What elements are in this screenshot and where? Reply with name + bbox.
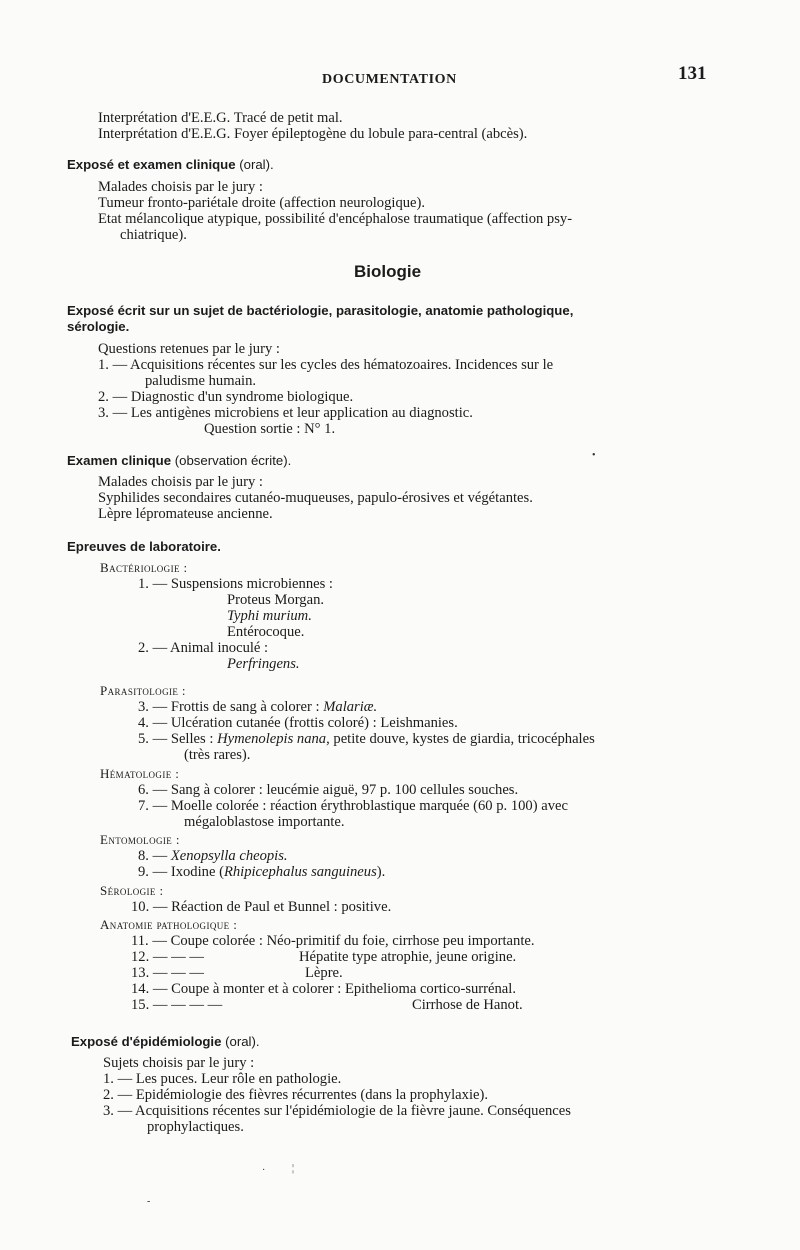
- print-speck: ¦: [292, 1163, 295, 1174]
- parasitologie-block: Parasitologie : 3. — Frottis de sang à colorer : Malariæ. 4. — Ulcération cutanée (frottis coloré) : Leishmanies. 5. — Selles : Hymenolepis nana, petite douve, kystes de giardia, tricocéphales (très rares).: [100, 683, 726, 763]
- print-speck: •: [592, 450, 596, 461]
- hematologie-block: Hématologie : 6. — Sang à colorer : leucémie aiguë, 97 p. 100 cellules souches. 7. — Moelle colorée : réaction érythroblastique marquée (60 p. 100) avec mégaloblastose importante.: [100, 766, 710, 830]
- expose-ecrit-body: Questions retenues par le jury : 1. — Acquisitions récentes sur les cycles des hématozoaires. Incidences sur le paludisme humain. 2. — Diagnostic d'un syndrome biologique. 3. — Les antigènes microbiens et leur application au diagnostic. Question sortie : N° 1.: [98, 341, 554, 437]
- print-speck: -: [147, 1196, 151, 1207]
- section-heading-epreuves: Epreuves de laboratoire.: [67, 539, 221, 554]
- running-header: DOCUMENTATION: [322, 72, 457, 87]
- section-heading-expose-ecrit: Exposé écrit sur un sujet de bactériologie, parasitologie, anatomie pathologique, sérologie.: [67, 303, 574, 334]
- subheading-serologie: Sérologie :: [100, 883, 164, 898]
- entomologie-block: Entomologie : 8. — Xenopsylla cheopis. 9. — Ixodine (Rhipicephalus sanguineus).: [100, 832, 386, 880]
- subheading-anatomie-pathologique: Anatomie pathologique :: [100, 917, 238, 932]
- eeg-lines: [98, 110, 527, 142]
- examen-clinique-body: Malades choisis par le jury : Syphilides secondaires cutanéo-muqueuses, papulo-érosives et végétantes. Lèpre lépromateuse ancienne.: [98, 474, 533, 522]
- section-title-biologie: Biologie: [354, 262, 422, 281]
- subheading-hematologie: Hématologie :: [100, 766, 180, 781]
- eeg-line-1: Interprétation d'E.E.G. Tracé de petit mal.: [98, 110, 343, 126]
- subheading-bacteriologie: Bactériologie :: [100, 560, 188, 575]
- serologie-block: Sérologie : 10. — Réaction de Paul et Bunnel : positive.: [100, 883, 392, 915]
- page-number: 131: [678, 63, 707, 84]
- section-heading-epidemiologie: Exposé d'épidémiologie (oral).: [71, 1034, 260, 1049]
- subheading-entomologie: Entomologie :: [100, 832, 180, 847]
- eeg-line-2: Interprétation d'E.E.G. Foyer épileptogène du lobule para-central (abcès).: [98, 126, 528, 142]
- print-speck: ·: [262, 1165, 266, 1176]
- subheading-parasitologie: Parasitologie :: [100, 683, 186, 698]
- epidemiologie-body: Sujets choisis par le jury : 1. — Les puces. Leur rôle en pathologie. 2. — Epidémiologie des fièvres récurrentes (dans la prophylaxie). 3. — Acquisitions récentes sur l'épidémiologie de la fièvre jaune. Conséquences prophylactiques.: [103, 1055, 571, 1135]
- section-heading-expose-clinique: Exposé et examen clinique (oral).: [67, 157, 274, 172]
- bacteriologie-block: Bactériologie : 1. — Suspensions microbiennes : Proteus Morgan. Typhi murium. Entérocoque. 2. — Animal inoculé : Perfringens.: [100, 560, 333, 672]
- expose-clinique-body: Malades choisis par le jury : Tumeur fronto-pariétale droite (affection neurologique). Etat mélancolique atypique, possibilité d'encéphalose traumatique (affection psy- chiatrique).: [98, 179, 573, 243]
- anatomie-pathologique-block: Anatomie pathologique : 11. — Coupe colorée : Néo-primitif du foie, cirrhose peu importante. 12. — — — Hépatite type atrophie, jeune origine. 13. — — — Lèpre. 14. — Coupe à monter et à colorer : Epithelioma cortico-surrénal. 15. — — — — Cirrhose de Hanot.: [100, 917, 535, 1013]
- section-heading-examen-clinique: Examen clinique (observation écrite).: [67, 453, 292, 468]
